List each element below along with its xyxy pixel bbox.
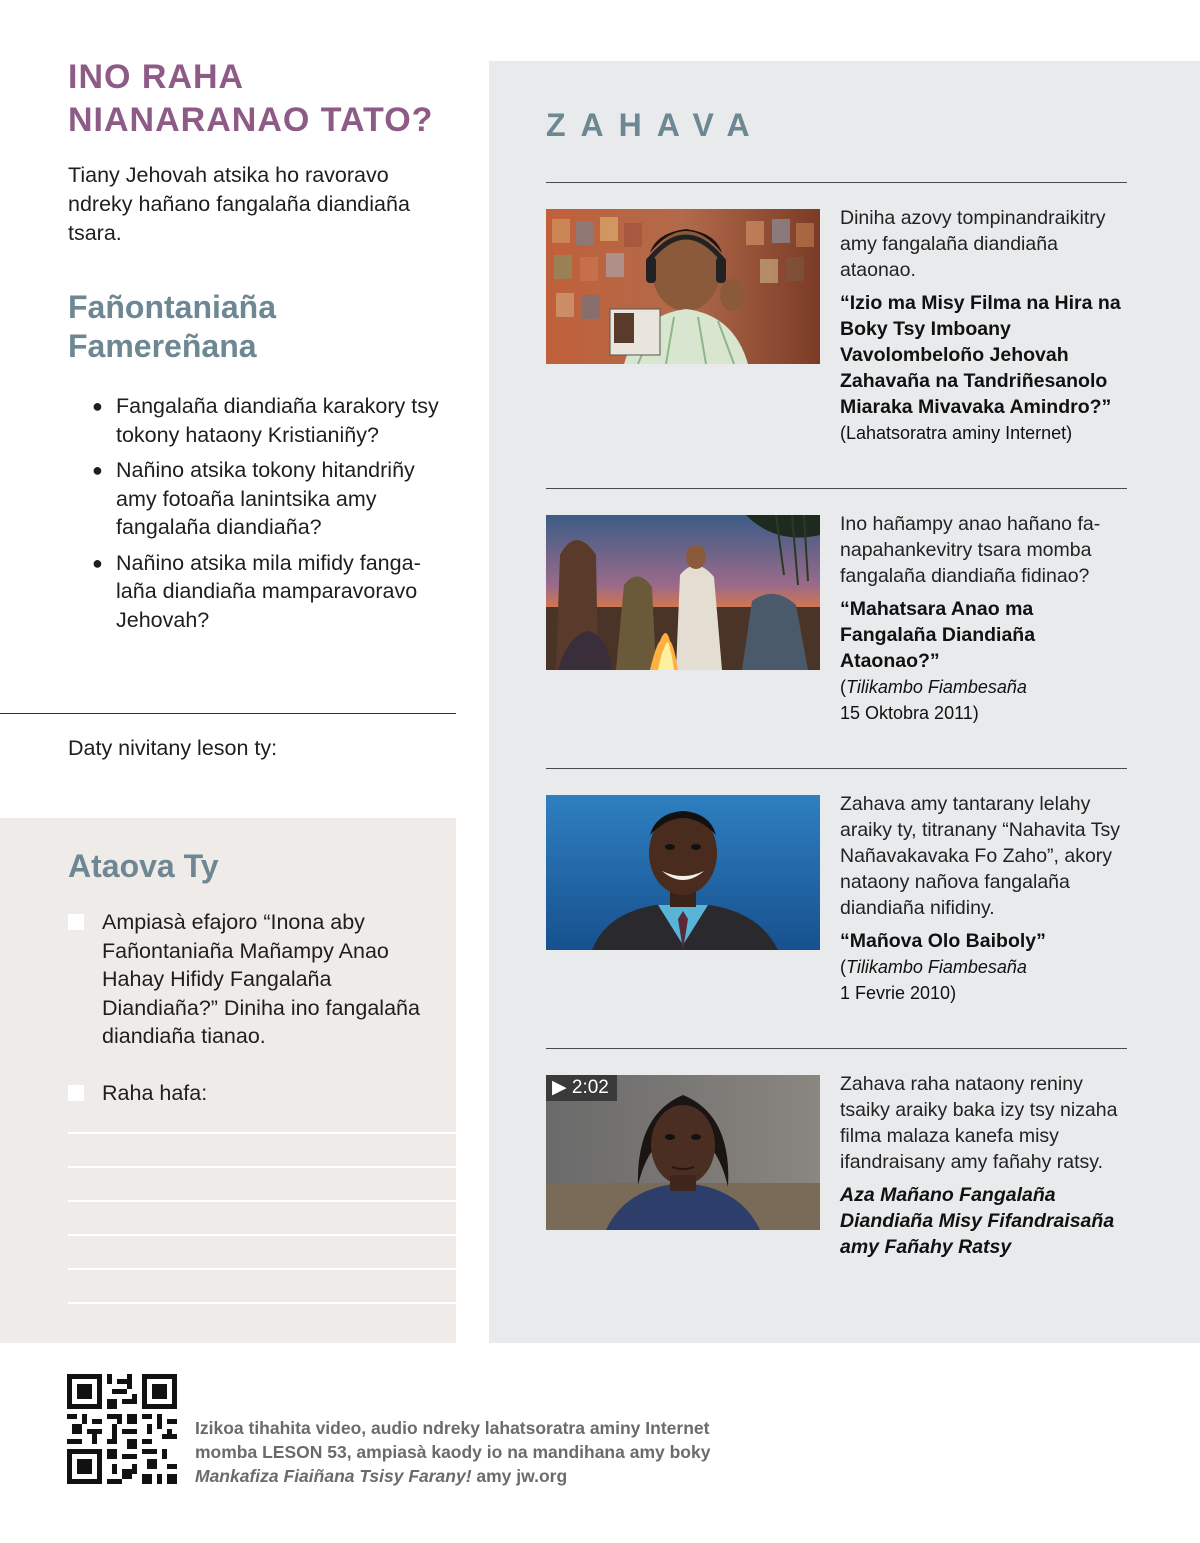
divider (0, 713, 456, 714)
write-line[interactable] (68, 1132, 456, 1134)
footer-suffix: amy jw.org (471, 1466, 568, 1486)
write-line[interactable] (68, 1166, 456, 1168)
review-intro: Tiany Jehovah atsika ho ravoravo ndreky hañano fangalaña diandiaña tsara. (68, 163, 410, 245)
review-question-text: Nañino atsika mila mifidy fangalaña diandiaña mamparavoravo Jehovah? (116, 550, 421, 632)
questions-title-line2: Famereñana (68, 328, 257, 364)
review-title (68, 56, 448, 142)
task-item-text: Ampiasà efajoro “Inona aby Fañontaniaña Mañampy Anao Hahay Hifidy Fangalaña Diandiaña?” Diniha ino fangalaña diandiaña tianao. (102, 910, 420, 1048)
explore-entry (840, 511, 1132, 726)
entry-source (840, 674, 1132, 726)
explore-panel (489, 61, 1200, 1343)
jesus-at-campfire-painting[interactable] (546, 515, 820, 670)
source-publication: Tilikambo Fiambesaña (846, 677, 1027, 697)
write-line[interactable] (68, 1200, 456, 1202)
task-title: Ataova Ty (68, 848, 219, 884)
write-in-lines (68, 1132, 456, 1336)
teen-with-headphones-photo[interactable] (546, 209, 820, 364)
review-question-text: Nañino atsika tokony hitandriñy amy fotoaña lanintsika amy fangalaña diandiaña? (116, 458, 415, 539)
review-questions-list (92, 392, 450, 641)
review-title-line2: NIANARANAO TATO? (68, 101, 434, 139)
task-item (68, 908, 428, 1051)
qr-code[interactable] (67, 1374, 177, 1484)
footer-line1: Izikoa tihahita video, audio ndreky lahatsoratra aminy Internet (195, 1418, 710, 1438)
divider (546, 768, 1127, 769)
review-question (92, 392, 450, 449)
review-title-line1: INO RAHA (68, 58, 245, 96)
source-prefix: ( (840, 677, 846, 697)
questions-title (68, 288, 448, 366)
explore-entry (840, 205, 1132, 446)
task-item-text: Raha hafa: (102, 1081, 208, 1105)
source-date: 1 Fevrie 2010) (840, 983, 957, 1003)
entry-source (840, 954, 1132, 1006)
entry-link[interactable]: “Izio ma Misy Filma na Hira na Boky Tsy Imboany Vavolombeloño Jehovah Zahavaña na Tandriñesanolo Miaraka Mivavaka Amindro?” (840, 292, 1121, 418)
bullet-icon: ● (92, 552, 103, 573)
video-duration-badge: ▶ 2:02 (546, 1075, 617, 1101)
explore-entry (840, 1071, 1132, 1260)
explore-entry (840, 791, 1132, 1006)
checkbox[interactable] (68, 1085, 84, 1101)
entry-link[interactable]: “Mahatsara Anao ma Fangalaña Diandiaña Ataonao?” (840, 598, 1036, 672)
date-completed-label: Daty nivitany leson ty: (68, 736, 278, 760)
smiling-man-portrait[interactable] (546, 795, 820, 950)
woman-video-still[interactable] (546, 1075, 820, 1230)
source-publication: Tilikambo Fiambesaña (846, 957, 1027, 977)
entry-description: Zahava amy tantarany lelahy araiky ty, titranany “Nahavita Tsy Nañavakavaka Fo Zaho”, akory nataony nañova fangalaña diandiaña nifidiny. (840, 793, 1120, 919)
task-box (0, 818, 456, 1343)
entry-link[interactable]: “Mañova Olo Baiboly” (840, 930, 1046, 952)
explore-title: ZAHAVA (546, 107, 765, 143)
write-line[interactable] (68, 1268, 456, 1270)
source-date: 15 Oktobra 2011) (840, 703, 979, 723)
write-line[interactable] (68, 1302, 456, 1304)
entry-video-link[interactable]: Aza Mañano Fangalaña Diandiaña Misy Fifandraisaña amy Fañahy Ratsy (840, 1184, 1115, 1258)
footer-line2: momba LESON 53, ampiasà kaody io na mandihana amy boky (195, 1442, 711, 1462)
entry-source: (Lahatsoratra aminy Internet) (840, 423, 1073, 443)
questions-title-line1: Fañontaniaña (68, 289, 277, 325)
review-question (92, 456, 450, 542)
bullet-icon: ● (92, 396, 103, 416)
review-question (92, 549, 450, 635)
entry-description: Zahava raha nataony reniny tsaiky araiky baka izy tsy nizaha filma malaza kanefa misy ifandraisany amy fañahy ratsy. (840, 1073, 1118, 1173)
footer-note (195, 1416, 755, 1488)
task-item-other (68, 1079, 428, 1108)
source-prefix: ( (840, 957, 846, 977)
bullet-icon: ● (92, 460, 103, 480)
divider (546, 1048, 1127, 1049)
divider (546, 182, 1127, 183)
entry-description: Ino hañampy anao hañano fanapahankevitry tsara momba fangalaña diandiaña fidinao? (840, 513, 1101, 587)
checkbox[interactable] (68, 914, 84, 930)
entry-description: Diniha azovy tompinandraikitry amy fangalaña diandiaña ataonao. (840, 207, 1106, 281)
review-question-text: Fangalaña diandiaña karakory tsy tokony hataony Kristianiñy? (116, 394, 439, 447)
divider (546, 488, 1127, 489)
book-title: Mankafiza Fiaiñana Tsisy Farany! (195, 1466, 472, 1486)
write-line[interactable] (68, 1234, 456, 1236)
